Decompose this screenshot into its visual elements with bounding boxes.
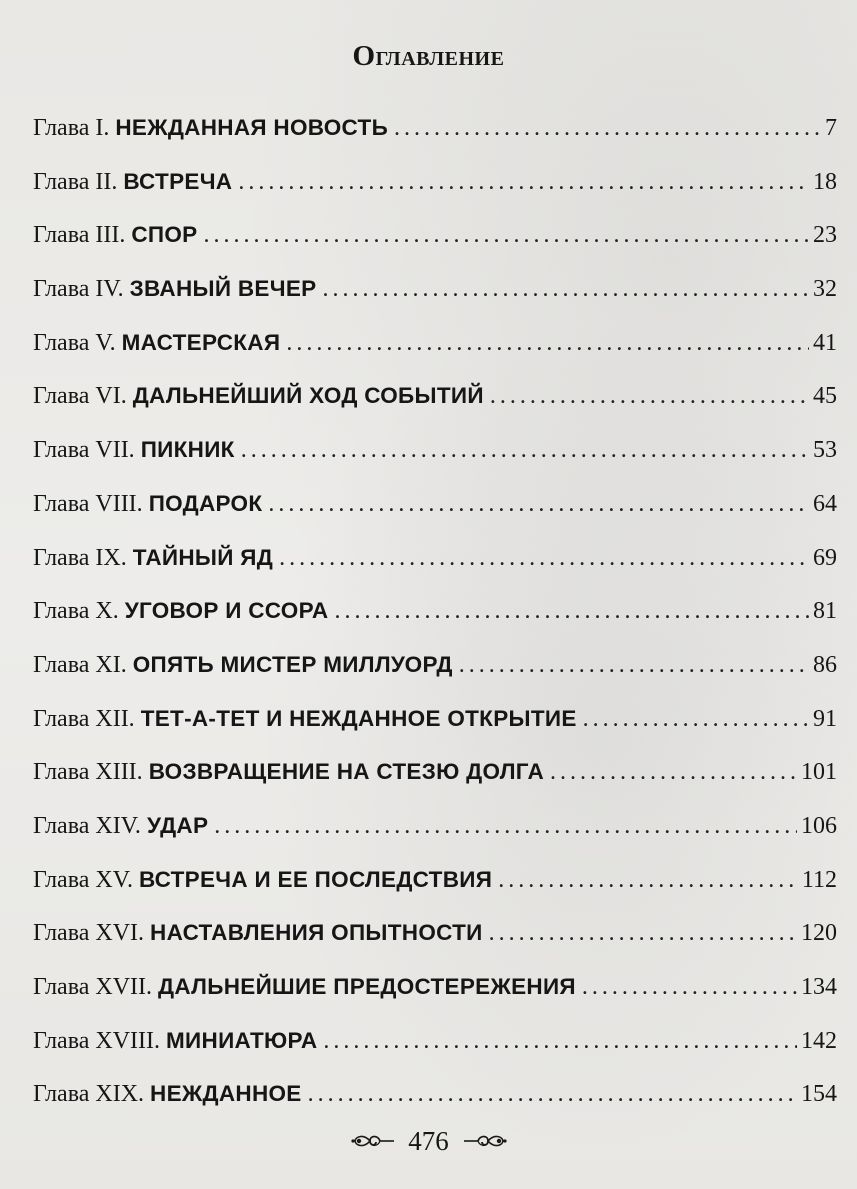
chapter-page-number: 64 [813, 490, 837, 517]
chapter-page-number: 41 [813, 329, 837, 356]
dot-leader [459, 645, 809, 685]
chapter-page-number: 45 [813, 383, 837, 410]
scroll-ornament-icon [350, 1130, 396, 1152]
chapter-label: Глава XIV. [33, 812, 141, 839]
toc-entry-heading [33, 860, 492, 900]
chapter-page-number: 53 [813, 437, 837, 464]
chapter-title: ПИКНИК [140, 437, 235, 463]
chapter-label: Глава XV. [33, 866, 133, 893]
toc-entry-heading [33, 591, 328, 631]
chapter-title: ЗВАНЫЙ ВЕЧЕР [129, 276, 317, 302]
chapter-title: ВОЗВРАЩЕНИЕ НА СТЕЗЮ ДОЛГА [148, 759, 544, 785]
dot-leader [334, 591, 809, 631]
toc-entry [33, 591, 837, 645]
toc-entry [33, 376, 837, 430]
chapter-page-number: 23 [813, 222, 837, 249]
dot-leader [394, 108, 821, 148]
toc-entry-heading [33, 162, 232, 202]
chapter-page-number: 69 [813, 544, 837, 571]
toc-entry [33, 108, 837, 162]
chapter-label: Глава XVI. [33, 920, 145, 947]
toc-entry [33, 913, 837, 967]
table-of-contents [33, 108, 837, 1128]
chapter-title: НЕЖДАННАЯ НОВОСТЬ [115, 115, 389, 140]
toc-entry-heading [33, 1021, 317, 1061]
dot-leader [323, 1021, 797, 1061]
chapter-page-number: 7 [825, 115, 837, 141]
chapter-page-number: 86 [813, 651, 837, 678]
toc-entry-heading [33, 538, 273, 578]
chapter-title: ДАЛЬНЕЙШИЙ ХОД СОБЫТИЙ [132, 383, 484, 409]
toc-entry-heading [33, 376, 484, 416]
scroll-ornament-icon [462, 1130, 508, 1152]
chapter-title: ВСТРЕЧА [123, 168, 233, 194]
dot-leader [268, 484, 809, 524]
chapter-page-number: 106 [801, 812, 837, 839]
chapter-title: ТАЙНЫЙ ЯД [132, 544, 274, 570]
chapter-label: Глава VIII. [33, 490, 143, 517]
chapter-title: ТЕТ-А-ТЕТ И НЕЖДАННОЕ ОТКРЫТИЕ [140, 705, 577, 731]
chapter-label: Глава XVII. [33, 974, 153, 1000]
chapter-label: Глава I. [33, 115, 110, 141]
chapter-title: УДАР [146, 812, 209, 838]
toc-entry-heading [33, 323, 280, 363]
toc-entry-heading [33, 645, 453, 685]
toc-entry [33, 484, 837, 538]
dot-leader [550, 752, 797, 792]
chapter-title: НАСТАВЛЕНИЯ ОПЫТНОСТИ [150, 920, 483, 946]
toc-entry-heading [33, 108, 388, 148]
page-footer [0, 1118, 857, 1161]
chapter-title: НЕЖДАННОЕ [150, 1081, 302, 1107]
chapter-label: Глава IX. [33, 544, 127, 571]
toc-entry [33, 1021, 837, 1075]
chapter-title: МАСТЕРСКАЯ [121, 329, 281, 355]
chapter-page-number: 142 [801, 1027, 837, 1054]
chapter-page-number: 91 [813, 705, 837, 732]
toc-entry [33, 323, 837, 377]
toc-entry-heading [33, 484, 262, 524]
chapter-label: Глава VII. [33, 437, 135, 464]
dot-leader [279, 538, 809, 578]
chapter-page-number: 101 [801, 759, 837, 786]
page-number: 476 [408, 1125, 449, 1156]
chapter-title: ВСТРЕЧА И ЕЕ ПОСЛЕДСТВИЯ [138, 866, 493, 892]
toc-entry [33, 699, 837, 753]
dot-leader [286, 323, 809, 363]
toc-entry [33, 806, 837, 860]
dot-leader [490, 376, 809, 416]
chapter-title: ДАЛЬНЕЙШИЕ ПРЕДОСТЕРЕЖЕНИЯ [158, 974, 576, 999]
dot-leader [582, 967, 797, 1007]
toc-entry-heading [33, 699, 577, 739]
toc-entry-heading [33, 913, 483, 953]
dot-leader [489, 913, 797, 953]
page-title: Оглавление [352, 40, 505, 72]
dot-leader [583, 699, 809, 739]
dot-leader [322, 269, 809, 309]
chapter-label: Глава V. [33, 329, 116, 356]
chapter-label: Глава XIII. [33, 759, 143, 786]
chapter-label: Глава VI. [33, 383, 127, 410]
chapter-title: ПОДАРОК [148, 490, 263, 516]
toc-entry-heading [33, 967, 576, 1007]
toc-entry [33, 269, 837, 323]
chapter-label: Глава III. [33, 222, 126, 249]
chapter-page-number: 81 [813, 598, 837, 625]
chapter-page-number: 112 [801, 866, 837, 893]
dot-leader [498, 860, 798, 900]
dot-leader [203, 215, 809, 255]
chapter-page-number: 18 [813, 168, 837, 195]
chapter-page-number: 134 [801, 974, 837, 1000]
chapter-title: УГОВОР И ССОРА [124, 598, 329, 624]
chapter-label: Глава XVIII. [33, 1027, 161, 1054]
chapter-page-number: 154 [801, 1081, 837, 1108]
toc-entry-heading [33, 269, 316, 309]
dot-leader [308, 1074, 797, 1114]
toc-entry-heading [33, 1074, 302, 1114]
dot-leader [238, 162, 809, 202]
chapter-label: Глава X. [33, 598, 119, 625]
dot-leader [214, 806, 797, 846]
toc-entry [33, 645, 837, 699]
chapter-label: Глава II. [33, 168, 118, 195]
toc-entry [33, 215, 837, 269]
chapter-label: Глава XIX. [33, 1081, 145, 1108]
dot-leader [241, 430, 809, 470]
chapter-page-number: 120 [801, 920, 837, 947]
chapter-title: СПОР [131, 222, 198, 248]
toc-entry [33, 752, 837, 806]
toc-entry-heading [33, 806, 208, 846]
chapter-page-number: 32 [813, 276, 837, 303]
toc-entry-heading [33, 215, 197, 255]
toc-entry-heading [33, 430, 235, 470]
toc-entry [33, 967, 837, 1021]
toc-entry [33, 860, 837, 914]
toc-entry [33, 538, 837, 592]
chapter-label: Глава XII. [33, 705, 135, 732]
toc-entry [33, 430, 837, 484]
toc-entry [33, 162, 837, 216]
chapter-title: ОПЯТЬ МИСТЕР МИЛЛУОРД [132, 651, 453, 677]
chapter-label: Глава IV. [33, 276, 124, 303]
toc-entry-heading [33, 752, 544, 792]
chapter-label: Глава XI. [33, 651, 127, 678]
chapter-title: МИНИАТЮРА [166, 1027, 318, 1053]
